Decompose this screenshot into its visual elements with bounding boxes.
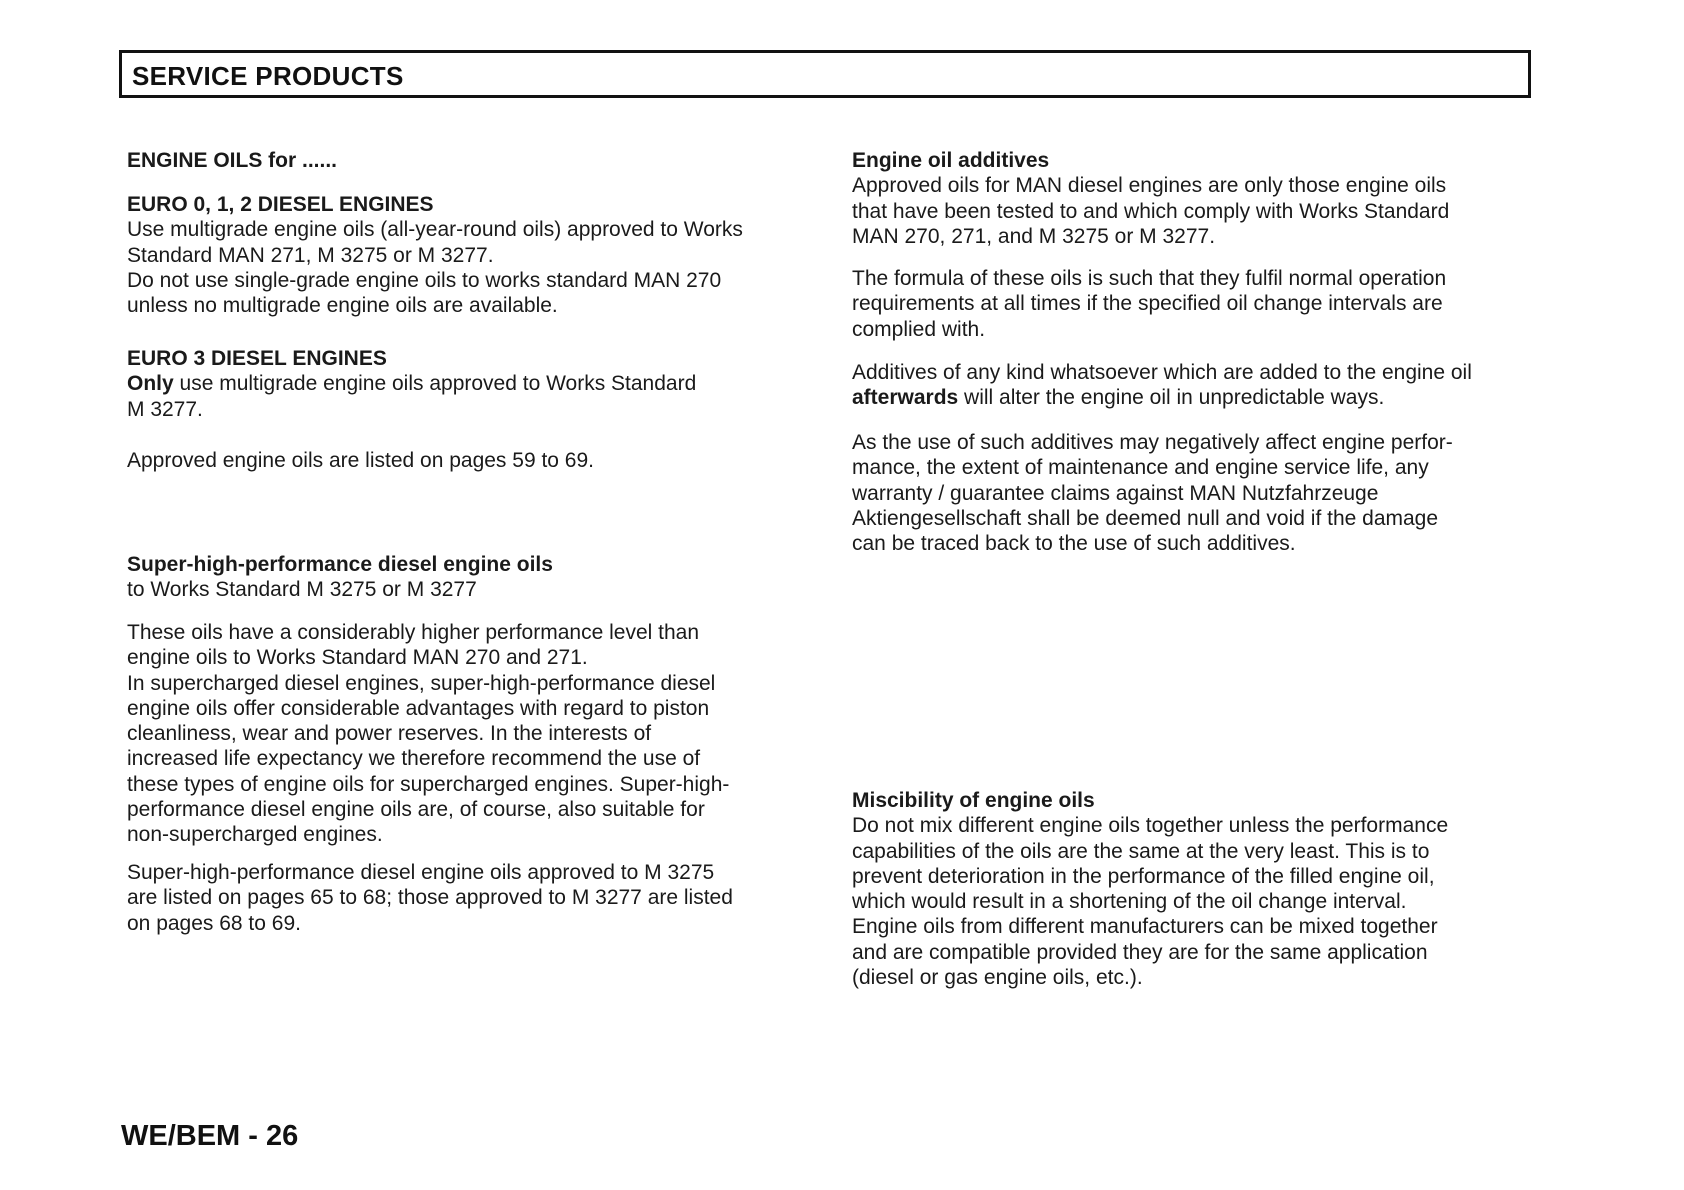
page-number: WE/BEM - 26 [121, 1120, 299, 1152]
euro012-line: unless no multigrade engine oils are available. [127, 294, 558, 318]
para-line: can be traced back to the use of such additives. [852, 532, 1296, 556]
euro012-line: Use multigrade engine oils (all-year-round oils) approved to Works [127, 218, 743, 242]
para-line: warranty / guarantee claims against MAN Nutzfahrzeuge [852, 481, 1379, 505]
para-line: Aktiengesellschaft shall be deemed null and void if the damage [852, 506, 1439, 530]
para-line: In supercharged diesel engines, super-high-performance diesel [127, 671, 716, 695]
para-line: performance diesel engine oils are, of course, also suitable for [127, 798, 705, 822]
para-line: Engine oils from different manufacturers can be mixed together [852, 915, 1438, 939]
para-line: Additives of any kind whatsoever which are added to the engine oil [852, 361, 1472, 384]
euro012-section [127, 192, 817, 318]
para-line: requirements at all times if the specified oil change intervals are [852, 292, 1443, 316]
euro3-line [127, 371, 817, 396]
para-line: prevent deterioration in the performance of the filled engine oil, [852, 864, 1435, 888]
para-line: These oils have a considerably higher performance level than [127, 621, 699, 644]
para-line: The formula of these oils is such that they fulfil normal operation [852, 267, 1447, 290]
para-line: that have been tested to and which comply with Works Standard [852, 199, 1450, 223]
engine-oils-for-heading: ENGINE OILS for ...... [127, 149, 338, 172]
super-high-para2 [127, 860, 817, 936]
para-line: which would result in a shortening of the oil change interval. [852, 890, 1407, 914]
para-line: engine oils to Works Standard MAN 270 and 271. [127, 646, 588, 670]
para-line: on pages 68 to 69. [127, 911, 301, 935]
section-title: SERVICE PRODUCTS [132, 61, 404, 91]
euro3-line: M 3277. [127, 397, 203, 421]
para-line: engine oils offer considerable advantages with regard to piston [127, 696, 710, 720]
para-line: MAN 270, 271, and M 3275 or M 3277. [852, 224, 1216, 248]
para-line: increased life expectancy we therefore recommend the use of [127, 747, 701, 771]
para3-line2-rest: will alter the engine oil in unpredictable ways. [958, 386, 1385, 410]
additives-heading: Engine oil additives [852, 149, 1050, 172]
super-high-para1 [127, 620, 817, 848]
para-line: non-supercharged engines. [127, 823, 383, 847]
approved-note [127, 448, 817, 473]
para-line: cleanliness, wear and power reserves. In the interests of [127, 722, 652, 746]
additives-para2 [852, 266, 1552, 342]
super-high-heading: Super-high-performance diesel engine oils [127, 553, 553, 576]
super-high-section [127, 552, 817, 603]
para-line: Approved oils for MAN diesel engines are only those engine oils [852, 174, 1447, 198]
para-line: are listed on pages 65 to 68; those approved to M 3277 are listed [127, 886, 733, 910]
para-line: these types of engine oils for supercharged engines. Super-high- [127, 772, 730, 796]
euro3-line1-rest: use multigrade engine oils approved to Works Standard [173, 372, 697, 396]
euro012-line: Do not use single-grade engine oils to works standard MAN 270 [127, 268, 722, 292]
euro3-heading: EURO 3 DIESEL ENGINES [127, 347, 387, 370]
additives-section [852, 148, 1552, 249]
euro012-line: Standard MAN 271, M 3275 or M 3277. [127, 243, 494, 267]
euro012-heading: EURO 0, 1, 2 DIESEL ENGINES [127, 193, 434, 216]
euro3-section [127, 346, 817, 422]
super-high-subline: to Works Standard M 3275 or M 3277 [127, 578, 477, 602]
additives-para3 [852, 360, 1552, 411]
para-line: (diesel or gas engine oils, etc.). [852, 966, 1143, 990]
additives-para4 [852, 430, 1552, 556]
afterwards-emphasis: afterwards [852, 386, 959, 410]
para-line: and are compatible provided they are for the same application [852, 940, 1428, 964]
section-header [119, 50, 1531, 98]
miscibility-section [852, 788, 1552, 990]
para-line: Do not mix different engine oils together unless the performance [852, 814, 1449, 838]
approved-note-text: Approved engine oils are listed on pages 59 to 69. [127, 449, 594, 472]
para-line: As the use of such additives may negatively affect engine perfor- [852, 431, 1453, 454]
para-line: capabilities of the oils are the same at the very least. This is to [852, 839, 1430, 863]
para-line [852, 385, 1552, 410]
engine-oils-intro [127, 148, 817, 173]
miscibility-heading: Miscibility of engine oils [852, 789, 1095, 812]
only-emphasis: Only [127, 372, 174, 396]
para-line: Super-high-performance diesel engine oils approved to M 3275 [127, 861, 715, 884]
para-line: complied with. [852, 317, 986, 341]
para-line: mance, the extent of maintenance and engine service life, any [852, 456, 1429, 480]
